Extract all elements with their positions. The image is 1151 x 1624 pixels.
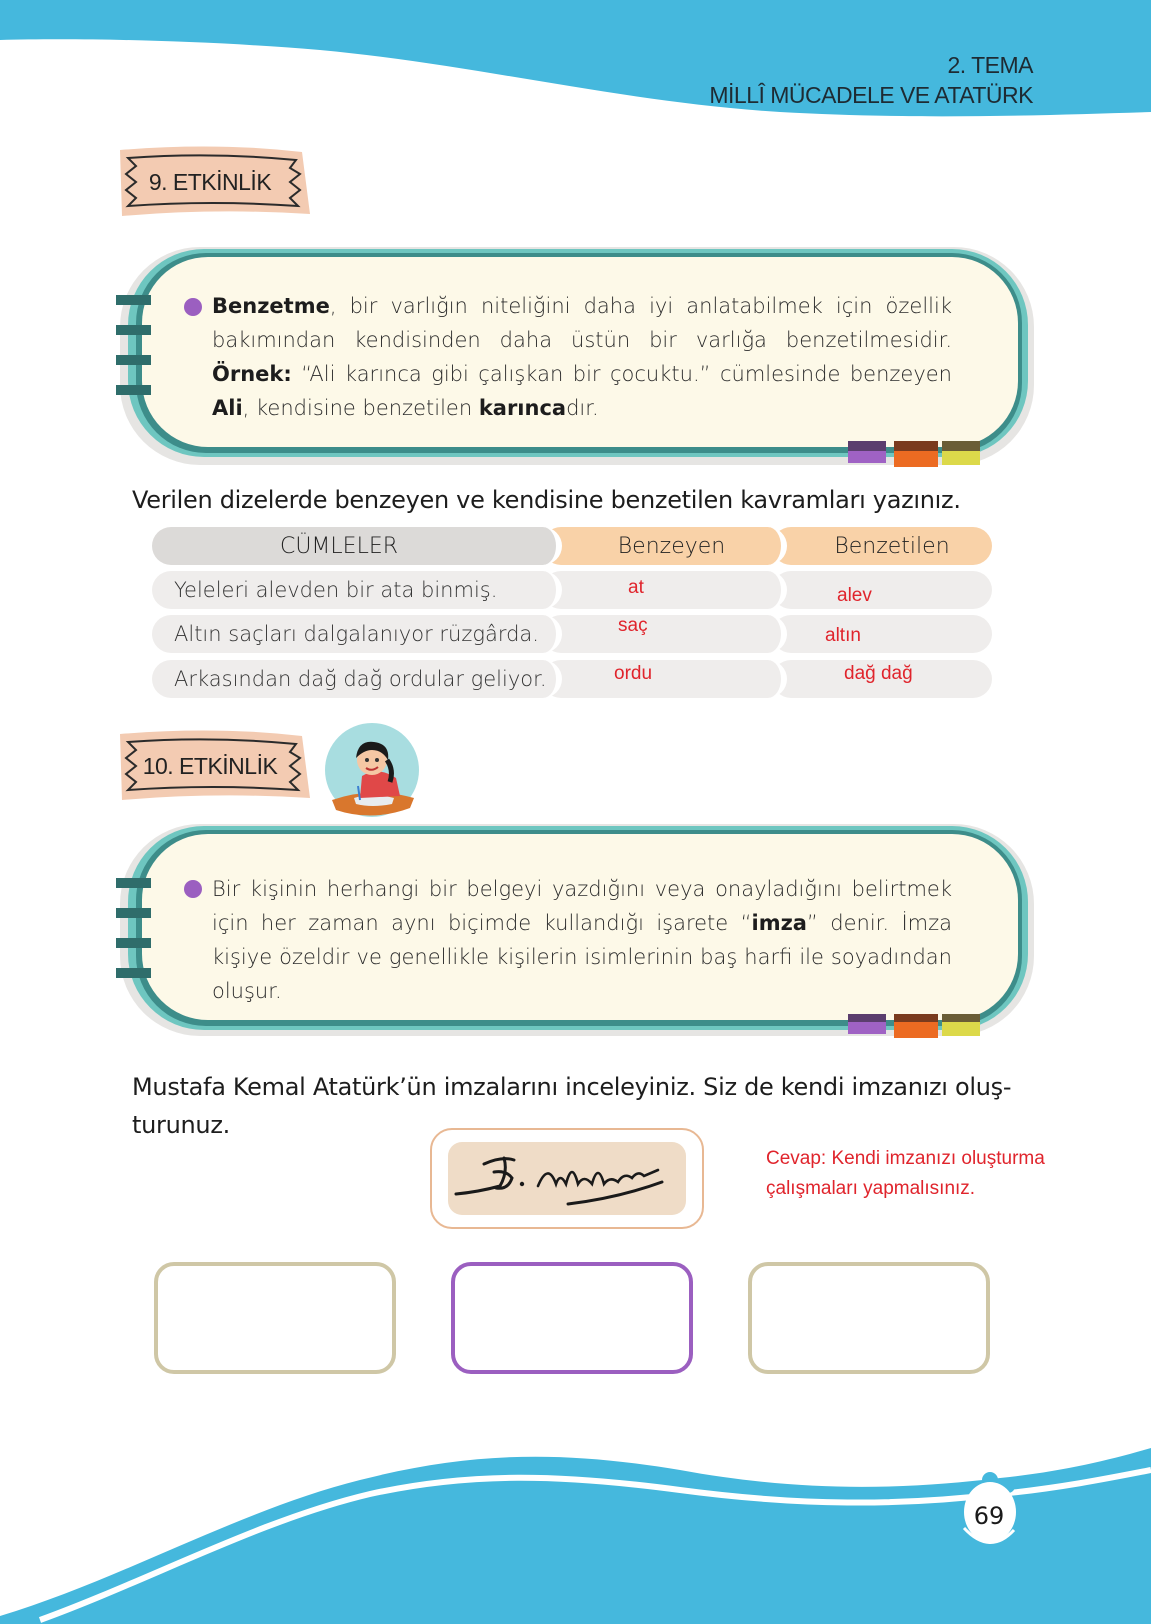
benzeyen-cell[interactable] bbox=[542, 571, 787, 609]
bullet-icon bbox=[184, 880, 202, 898]
sentence-cell: Yeleleri alevden bir ata binmiş. bbox=[152, 571, 562, 609]
signature-box-3[interactable] bbox=[748, 1262, 990, 1374]
girl-writing-illustration bbox=[324, 722, 420, 818]
sentence-cell: Altın saçları dalgalanıyor rüzgârda. bbox=[152, 615, 562, 653]
answer-benzeyen: at bbox=[628, 577, 644, 598]
table-row bbox=[152, 615, 992, 653]
imza-definition: Bir kişinin herhangi bir belgeyi yazdığını veya onayladığını belirtmek için her zaman aynı biçimde kullandığı işarete “imza” denir. İmza kişiye özeldir ve genellikle kişilerin isimlerinin baş harfi ile soyadından oluşur. bbox=[212, 877, 952, 1003]
signature-icon bbox=[448, 1142, 688, 1218]
column-header-cumleler: CÜMLELER bbox=[279, 533, 399, 559]
table-row bbox=[152, 660, 992, 698]
activity-10-instruction: Mustafa Kemal Atatürk’ün imzalarını inceleyiniz. Siz de kendi imzanızı oluş- turunuz. bbox=[132, 1073, 1012, 1139]
header-benzeyen-bg bbox=[542, 527, 787, 565]
benzetilen-cell[interactable] bbox=[772, 571, 992, 609]
bullet-icon bbox=[184, 298, 202, 316]
answer-benzeyen: saç bbox=[618, 615, 648, 636]
theme-number: 2. TEMA bbox=[947, 52, 1033, 78]
benzetme-definition: Benzetme, bir varlığın niteliğini daha iyi anlatabilmek için özellik bakımından kendisinden daha üstün bir varlığa benzetilmesidir. Örnek: “Ali karınca gibi çalışkan bir çocuktu.” cümlesinde benzeyen Ali, kendisine benzetilen karıncadır. bbox=[212, 294, 952, 420]
column-header-benzeyen: Benzeyen bbox=[617, 533, 726, 559]
column-header-benzetilen: Benzetilen bbox=[834, 533, 950, 559]
benzetilen-cell[interactable] bbox=[772, 615, 992, 653]
answer-benzetilen: altın bbox=[825, 625, 861, 646]
signature-box-1[interactable] bbox=[154, 1262, 396, 1374]
benzeyen-cell[interactable] bbox=[542, 615, 787, 653]
answer-note: Cevap: Kendi imzanızı oluşturma çalışmaları yapmalısınız. bbox=[766, 1148, 1045, 1199]
activity-9-info-box bbox=[116, 245, 1036, 470]
activity-10-label: 10. ETKİNLİK bbox=[116, 728, 312, 804]
table-row bbox=[152, 571, 992, 609]
answer-benzetilen: alev bbox=[837, 585, 872, 606]
header-benzetilen-bg bbox=[772, 527, 992, 565]
page-number: 69 bbox=[973, 1502, 1005, 1530]
ataturk-signature-image bbox=[430, 1128, 704, 1229]
activity-10-info-box bbox=[116, 822, 1036, 1040]
theme-header bbox=[709, 50, 1033, 110]
answer-benzetilen: dağ dağ bbox=[844, 663, 913, 684]
table-header-row bbox=[152, 527, 992, 565]
benzeyen-cell[interactable] bbox=[542, 660, 787, 698]
sentence-cell: Arkasından dağ dağ ordular geliyor. bbox=[152, 660, 562, 698]
term-imza: imza bbox=[751, 911, 807, 935]
signature-box-2[interactable] bbox=[451, 1262, 693, 1374]
answer-benzeyen: ordu bbox=[614, 663, 653, 684]
header-cumleler-bg bbox=[152, 527, 562, 565]
example-label: Örnek: bbox=[212, 362, 292, 386]
theme-title: MİLLÎ MÜCADELE VE ATATÜRK bbox=[709, 82, 1033, 108]
activity-9-instruction: Verilen dizelerde benzeyen ve kendisine benzetilen kavramları yazınız. bbox=[132, 486, 961, 514]
activity-9-label: 9. ETKİNLİK bbox=[116, 144, 312, 220]
term-benzetme: Benzetme bbox=[212, 294, 330, 318]
